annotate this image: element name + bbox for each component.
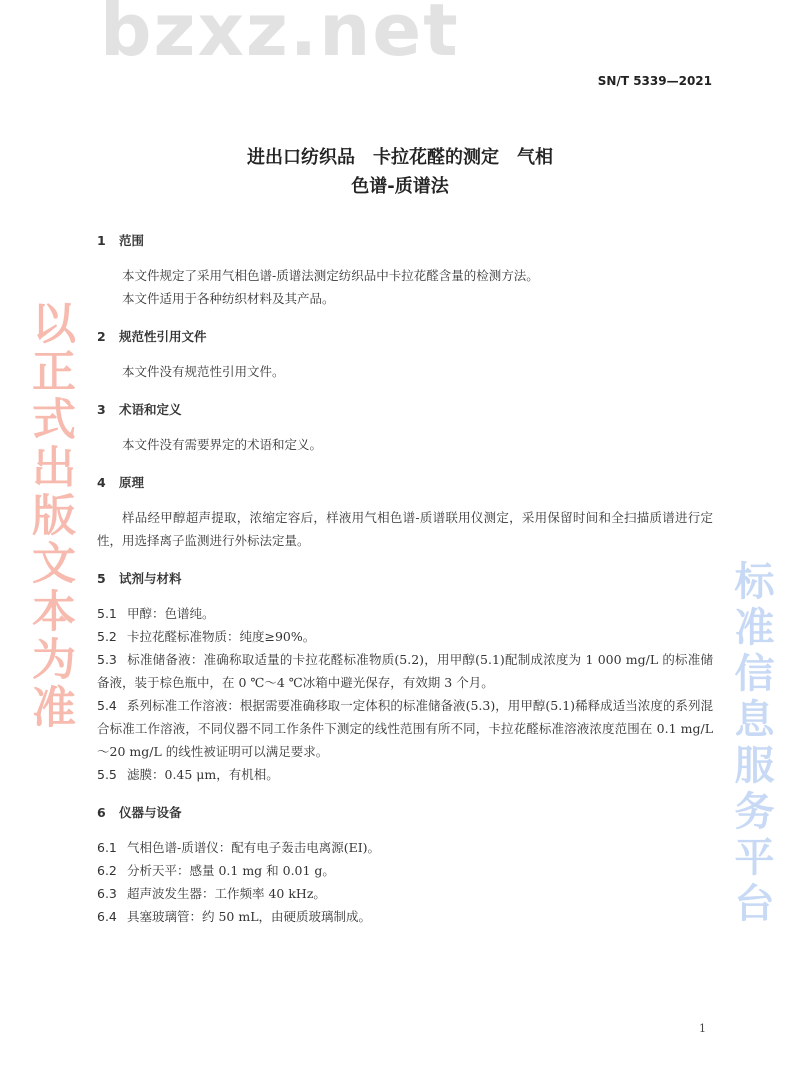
clause-5-5: 5.5 滤膜：0.45 μm，有机相。 bbox=[97, 767, 279, 782]
watermark-platform: 标准信息服务平台 bbox=[728, 560, 774, 928]
paragraph: 本文件适用于各种纺织材料及其产品。 bbox=[122, 291, 335, 306]
clause-5-2: 5.2 卡拉花醛标准物质：纯度≥90%。 bbox=[97, 629, 316, 644]
section-heading-3: 3 术语和定义 bbox=[97, 402, 182, 417]
clause-5-4: 5.4 系列标准工作溶液：根据需要准确移取一定体积的标准储备液(5.3)，用甲醇(5.1)稀释成适当浓度的系列混合标准工作溶液，不同仪器不同工作条件下测定的线性范围有所不同，卡拉花醛标准溶液浓度范围在 0.1 mg/L～20 mg/L 的线性被证明可以满足要求。 bbox=[97, 698, 713, 759]
section-heading-4: 4 原理 bbox=[97, 475, 145, 490]
clause-6-1: 6.1 气相色谱-质谱仪：配有电子轰击电离源(EI)。 bbox=[97, 840, 381, 855]
section-heading-2: 2 规范性引用文件 bbox=[97, 329, 207, 344]
section-heading-5: 5 试剂与材料 bbox=[97, 571, 182, 586]
paragraph: 样品经甲醇超声提取，浓缩定容后，样液用气相色谱-质谱联用仪测定，采用保留时间和全扫描质谱进行定性，用选择离子监测进行外标法定量。 bbox=[97, 510, 713, 548]
clause-5-3: 5.3 标准储备液：准确称取适量的卡拉花醛标准物质(5.2)，用甲醇(5.1)配制成浓度为 1 000 mg/L 的标准储备液，装于棕色瓶中，在 0 ℃～4 ℃冰箱中避光保存，有效期 3 个月。 bbox=[97, 652, 713, 690]
page-number: 1 bbox=[699, 1022, 706, 1035]
document-title bbox=[0, 143, 800, 201]
clause-6-2: 6.2 分析天平：感量 0.1 mg 和 0.01 g。 bbox=[97, 863, 335, 878]
document-title-line1: 进出口纺织品 卡拉花醛的测定 气相 bbox=[247, 147, 553, 168]
section-heading-6: 6 仪器与设备 bbox=[97, 805, 182, 820]
paragraph: 本文件没有规范性引用文件。 bbox=[122, 364, 285, 379]
watermark-site: bzxz.net bbox=[100, 0, 460, 72]
clause-5-1: 5.1 甲醇：色谱纯。 bbox=[97, 606, 215, 621]
document-title-line2: 色谱-质谱法 bbox=[351, 176, 449, 197]
document-body bbox=[97, 232, 713, 928]
clause-6-4: 6.4 具塞玻璃管：约 50 mL，由硬质玻璃制成。 bbox=[97, 909, 372, 924]
standard-number: SN/T 5339—2021 bbox=[597, 74, 712, 88]
section-heading-1: 1 范围 bbox=[97, 233, 145, 248]
paragraph: 本文件没有需要界定的术语和定义。 bbox=[122, 437, 323, 452]
clause-6-3: 6.3 超声波发生器：工作频率 40 kHz。 bbox=[97, 886, 326, 901]
paragraph: 本文件规定了采用气相色谱-质谱法测定纺织品中卡拉花醛含量的检测方法。 bbox=[122, 268, 539, 283]
watermark-official-text: 以正式出版文本为准 bbox=[24, 300, 75, 732]
